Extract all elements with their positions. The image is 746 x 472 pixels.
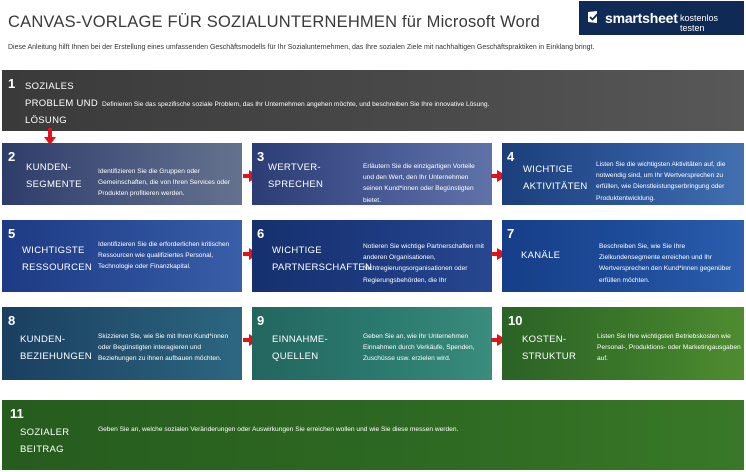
card-label: SOZIALER BEITRAG (20, 427, 70, 455)
card-description: Definieren Sie das spezifische soziale Problem, das Ihr Unternehmen angehen möchte, und beschreiben Sie Ihre innovative Lösung. (102, 101, 490, 108)
canvas-card-customer-relationships (2, 307, 242, 380)
smartsheet-check-icon (587, 10, 601, 24)
card-description: Skizzieren Sie, wie Sie mit Ihren Kund*innen oder Begünstigten interagieren und Beziehungen zu ihnen aufbauen möchten. (98, 333, 229, 363)
brand-name: smartsheet (605, 10, 678, 26)
canvas-card-value-proposition (252, 143, 492, 205)
card-description: Geben Sie an, wie Ihr Unternehmen Einnahmen durch Verkäufe, Spenden, Zuschüsse usw. erzielen wird. (363, 333, 475, 363)
canvas-card-customer-segments (2, 143, 242, 205)
card-label: WICHTIGE AKTIVITÄTEN (523, 164, 588, 192)
card-number: 7 (507, 226, 515, 241)
card-number: 2 (8, 149, 16, 164)
canvas-card-channels (502, 220, 744, 292)
smartsheet-trial-button[interactable] (579, 1, 744, 35)
card-number: 1 (8, 76, 16, 91)
card-label: KUNDEN-BEZIEHUNGEN (20, 334, 92, 362)
card-description: Geben Sie an, welche sozialen Veränderungen oder Auswirkungen Sie erreichen wollen und wie Sie diese messen werden. (98, 426, 459, 433)
canvas-card-revenue-streams (252, 307, 492, 380)
card-description: Notieren Sie wichtige Partnerschaften mit anderen Organisationen, Nichtregierungsorganisationen oder Regierungsbehörden, die Ihr (363, 243, 484, 284)
card-label: KANÄLE (521, 250, 561, 261)
card-description: Listen Sie die wichtigsten Aktivitäten auf, die notwendig sind, um Ihr Wertversprechen zu erfüllen, wie Dienstleistungserbringung oder Produktentwicklung. (596, 161, 726, 202)
card-label: WICHTIGE PARTNERSCHAFTEN (272, 245, 373, 273)
card-number: 10 (508, 313, 523, 328)
card-description: Beschreiben Sie, wie Sie Ihre Zielkundensegmente erreichen und Ihr Wertversprechen den Kund*innen gegenüber erfüllen möchten. (599, 243, 732, 284)
canvas-card-key-activities (502, 143, 744, 205)
canvas-card-cost-structure (502, 307, 744, 380)
card-description: Identifizieren Sie die Gruppen oder Gemeinschaften, die von Ihren Services oder Produkten profitieren werden. (98, 168, 230, 198)
card-number: 8 (8, 313, 16, 328)
canvas-card-social-impact (2, 400, 744, 470)
card-number: 5 (8, 226, 16, 241)
card-label: EINNAHME-QUELLEN (272, 334, 329, 362)
card-label: KUNDEN-SEGMENTE (26, 162, 82, 190)
card-number: 11 (10, 406, 24, 421)
page-subtitle: Diese Anleitung hilft Ihnen bei der Erstellung eines umfassenden Geschäftsmodells für Ihr Sozialunternehmen, das Ihre sozialen Ziele mit nachhaltigen Geschäftspraktiken in Einklang bringt. (8, 44, 595, 51)
card-description: Listen Sie Ihre wichtigsten Betriebskosten wie Personal-, Produktions- oder Marketingausgaben auf. (597, 333, 741, 363)
canvas-card-key-resources (2, 220, 242, 292)
card-label: KOSTEN-STRUKTUR (522, 334, 577, 362)
card-label: WICHTIGSTE RESSOURCEN (22, 245, 93, 273)
card-number: 4 (507, 149, 515, 164)
card-description: Identifizieren Sie die erforderlichen kritischen Ressourcen wie qualifiziertes Personal, Technologie oder Finanzkapital. (98, 241, 230, 271)
page-title: CANVAS-VORLAGE FÜR SOZIALUNTERNEHMEN für Microsoft Word (8, 13, 541, 31)
brand-cta: kostenlos testen (680, 13, 719, 33)
card-number: 9 (257, 313, 265, 328)
card-number: 6 (257, 226, 265, 241)
card-number: 3 (257, 149, 265, 164)
canvas-card-social-problem (2, 70, 744, 131)
card-description: Erläutern Sie die einzigartigen Vorteile und den Wert, den Ihr Unternehmen seinen Kund*innen oder Begünstigten bietet. (363, 163, 475, 204)
card-label: WERTVER-SPRECHEN (268, 162, 324, 190)
canvas-card-key-partnerships (252, 220, 492, 292)
card-label: SOZIALES PROBLEM UND LÖSUNG (25, 81, 98, 126)
